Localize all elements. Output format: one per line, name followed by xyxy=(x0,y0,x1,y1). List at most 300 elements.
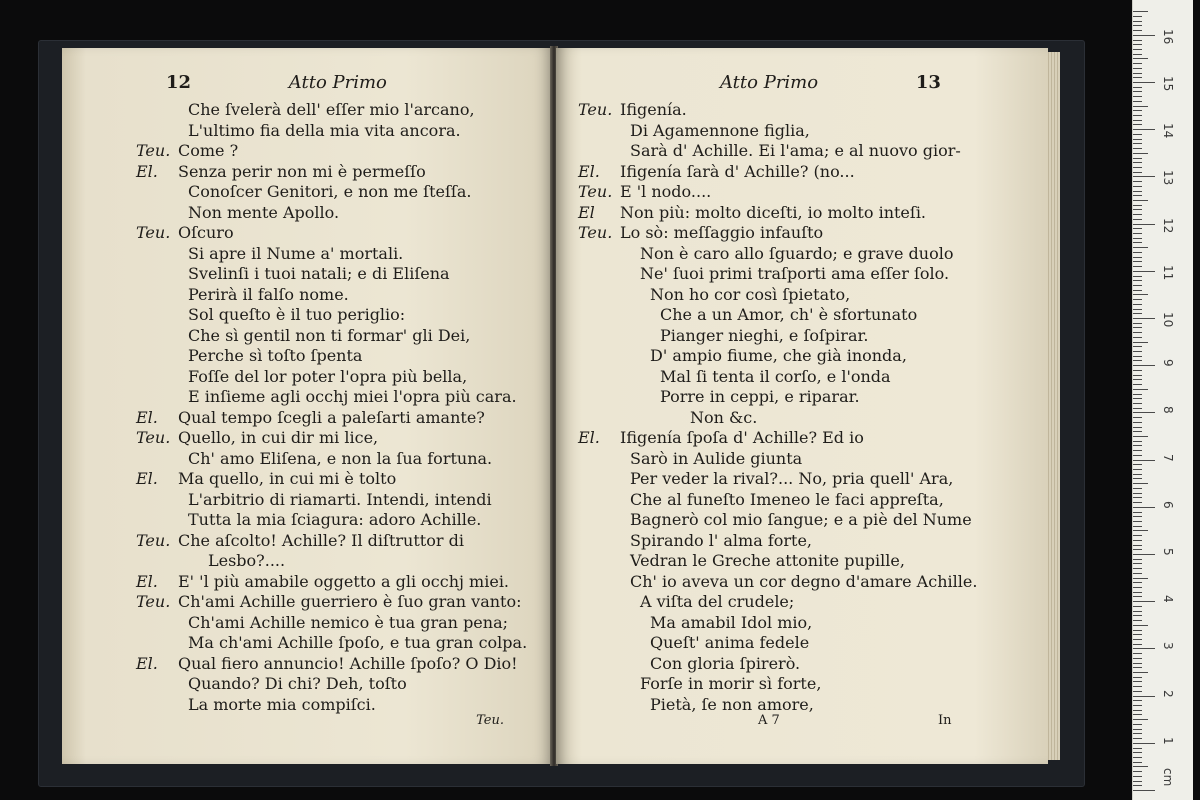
verse-text: Come ? xyxy=(178,141,239,160)
ruler-tick xyxy=(1133,781,1142,782)
ruler-tick xyxy=(1133,705,1142,706)
ruler-tick xyxy=(1133,620,1142,621)
verse-text: Sol queſto è il tuo periglio: xyxy=(188,305,406,324)
text-line xyxy=(578,531,977,552)
verse-text: L'ultimo fia della mia vita ancora. xyxy=(188,120,461,140)
speaker-label: El xyxy=(578,202,595,222)
text-line xyxy=(578,408,977,429)
ruler-tick xyxy=(1133,441,1142,442)
ruler-tick xyxy=(1133,445,1142,446)
text-line xyxy=(136,531,527,552)
verse-text: A viſta del crudele; xyxy=(640,592,795,611)
ruler-tick xyxy=(1133,181,1142,182)
ruler-label: 9 xyxy=(1161,359,1175,367)
ruler-tick xyxy=(1133,743,1155,744)
ruler-tick xyxy=(1133,700,1142,701)
ruler-tick xyxy=(1133,120,1142,121)
verse-text: Vedran le Greche attonite pupille, xyxy=(630,551,905,570)
ruler-tick xyxy=(1133,148,1142,149)
ruler-label: 8 xyxy=(1161,406,1175,415)
verse-text: Sarò in Aulide giunta xyxy=(630,448,803,468)
verse-text: Ifigenía ſarà d' Achille? (no... xyxy=(620,161,855,181)
ruler-tick xyxy=(1133,247,1148,248)
ruler-label: 11 xyxy=(1161,264,1175,281)
catchword: In xyxy=(938,713,952,728)
ruler-tick xyxy=(1133,242,1142,243)
ruler-label: 15 xyxy=(1161,76,1175,92)
ruler-tick xyxy=(1133,365,1155,366)
ruler-tick xyxy=(1133,389,1148,390)
verse-text: Quello, in cui dir mi lice, xyxy=(178,428,379,447)
verse-text: Tutta la mia ſciagura: adoro Achille. xyxy=(188,510,482,529)
ruler-tick xyxy=(1133,224,1155,225)
ruler-tick xyxy=(1133,450,1142,451)
ruler-label: 3 xyxy=(1161,642,1175,651)
ruler-tick xyxy=(1133,346,1142,347)
verse-text: L'arbitrio di riamarti. Intendi, intendi xyxy=(188,489,492,509)
ruler-tick xyxy=(1133,172,1142,173)
ruler-tick xyxy=(1133,309,1142,310)
verse-text: Non è caro allo ſguardo; e grave duolo xyxy=(640,243,954,263)
verse-text: Che sì gentil non ti formar' gli Dei, xyxy=(188,325,471,345)
ruler-tick xyxy=(1133,115,1142,116)
ruler-label: 4 xyxy=(1161,595,1175,603)
ruler-tick xyxy=(1133,530,1148,531)
text-line xyxy=(578,469,977,490)
ruler-tick xyxy=(1133,540,1142,541)
ruler-tick xyxy=(1133,516,1142,517)
text-line xyxy=(136,182,527,203)
ruler-tick xyxy=(1133,436,1148,437)
right-page xyxy=(556,48,1048,764)
ruler-label: 14 xyxy=(1161,123,1175,139)
ruler-tick xyxy=(1133,82,1155,83)
ruler-tick xyxy=(1133,630,1142,631)
ruler-tick xyxy=(1133,238,1142,239)
ruler-label: 5 xyxy=(1161,548,1175,556)
page-number: 12 xyxy=(166,72,192,93)
ruler-tick xyxy=(1133,729,1142,730)
verse-text: Pietà, ſe non amore, xyxy=(650,694,814,714)
ruler-tick xyxy=(1133,460,1155,461)
ruler-tick xyxy=(1133,431,1142,432)
text-line xyxy=(578,182,977,203)
ruler-tick xyxy=(1133,502,1142,503)
speaker-label: El. xyxy=(578,428,600,447)
ruler-tick xyxy=(1133,563,1142,564)
ruler-tick xyxy=(1133,143,1142,144)
ruler-tick xyxy=(1133,332,1142,333)
ruler-tick xyxy=(1133,91,1142,92)
ruler-tick xyxy=(1133,582,1142,583)
ruler-tick xyxy=(1133,16,1142,17)
ruler-tick xyxy=(1133,379,1142,380)
ruler-tick xyxy=(1133,535,1142,536)
ruler-tick xyxy=(1133,578,1148,579)
ruler-tick xyxy=(1133,205,1142,206)
verse-text: Ma amabil Idol mio, xyxy=(650,612,813,632)
text-line xyxy=(136,695,527,716)
ruler-tick xyxy=(1133,44,1142,45)
speaker-label: El. xyxy=(578,161,600,181)
ruler-tick xyxy=(1133,54,1142,55)
verse-text: Non più: molto diceſti, io molto inteſi. xyxy=(620,202,927,222)
ruler-tick xyxy=(1133,417,1142,418)
ruler-tick xyxy=(1133,167,1142,168)
ruler-tick xyxy=(1133,611,1142,612)
text-line xyxy=(578,572,977,593)
ruler-tick xyxy=(1133,233,1142,234)
text-line xyxy=(136,162,527,183)
ruler-tick xyxy=(1133,257,1142,258)
ruler-tick xyxy=(1133,394,1142,395)
speaker-label: El. xyxy=(136,407,158,427)
verse-text: Non mente Apollo. xyxy=(188,202,340,222)
verse-text: Qual fiero annuncio! Achille ſpoſo? O Dio! xyxy=(178,653,518,673)
verse-text: Ma quello, in cui mi è tolto xyxy=(178,469,397,488)
ruler-tick xyxy=(1133,455,1142,456)
text-line xyxy=(578,285,977,306)
verse-text: E inſieme agli occhj miei l'opra più cara. xyxy=(188,387,517,406)
speaker-label: Teu. xyxy=(578,100,613,119)
ruler-tick xyxy=(1133,748,1142,749)
ruler-tick xyxy=(1133,134,1142,135)
ruler-tick xyxy=(1133,587,1142,588)
ruler-tick xyxy=(1133,785,1142,786)
text-line xyxy=(136,387,527,408)
speaker-label: Teu. xyxy=(578,182,613,201)
ruler-tick xyxy=(1133,356,1142,357)
text-line xyxy=(578,613,977,634)
ruler-tick xyxy=(1133,342,1148,343)
ruler-tick xyxy=(1133,40,1142,41)
text-line xyxy=(578,305,977,326)
ruler-tick xyxy=(1133,408,1142,409)
text-line xyxy=(578,490,977,511)
text-line xyxy=(578,100,977,121)
text-line xyxy=(578,449,977,470)
ruler-tick xyxy=(1133,11,1148,12)
ruler-tick xyxy=(1133,176,1155,177)
ruler-tick xyxy=(1133,266,1142,267)
ruler-tick xyxy=(1133,73,1142,74)
ruler-tick xyxy=(1133,790,1155,791)
text-line xyxy=(136,367,527,388)
ruler-tick xyxy=(1133,469,1142,470)
verse-text: Mal ſi tenta il corſo, e l'onda xyxy=(660,366,891,386)
text-line xyxy=(578,695,977,716)
ruler-tick xyxy=(1133,766,1148,767)
text-line xyxy=(136,490,527,511)
verse-text: Bagnerò col mio ſangue; e a piè del Nume xyxy=(630,510,972,529)
ruler-tick xyxy=(1133,776,1142,777)
ruler-tick xyxy=(1133,195,1142,196)
verse-text: Perirà il falſo nome. xyxy=(188,284,349,304)
text-line xyxy=(136,326,527,347)
ruler-tick xyxy=(1133,370,1142,371)
ruler-tick xyxy=(1133,696,1155,697)
ruler-label: 6 xyxy=(1161,500,1175,509)
text-line xyxy=(136,244,527,265)
ruler-tick xyxy=(1133,68,1142,69)
ruler-tick xyxy=(1133,752,1142,753)
ruler-label: 7 xyxy=(1161,453,1175,462)
ruler-label: 16 xyxy=(1161,28,1175,45)
verse-text: La morte mia compiſci. xyxy=(188,694,376,714)
right-page-header xyxy=(720,72,941,93)
ruler-tick xyxy=(1133,106,1148,107)
ruler-tick xyxy=(1133,49,1142,50)
text-line xyxy=(136,121,527,142)
text-line xyxy=(136,510,527,531)
text-line xyxy=(136,551,527,572)
ruler-tick xyxy=(1133,493,1142,494)
ruler-tick xyxy=(1133,200,1148,201)
verse-text: Forſe in morir sì forte, xyxy=(640,674,822,693)
page-number: 13 xyxy=(915,72,941,93)
text-line xyxy=(578,244,977,265)
verse-text: Con gloria ſpirerò. xyxy=(650,653,801,673)
verse-text: Senza perir non mi è permeſſo xyxy=(178,161,426,181)
text-line xyxy=(578,326,977,347)
ruler-tick xyxy=(1133,719,1148,720)
text-line xyxy=(578,346,977,367)
ruler-tick xyxy=(1133,422,1142,423)
speaker-label: Teu. xyxy=(578,223,613,242)
ruler-tick xyxy=(1133,771,1142,772)
text-line xyxy=(136,100,527,121)
text-line xyxy=(578,367,977,388)
ruler-tick xyxy=(1133,474,1142,475)
text-line xyxy=(136,613,527,634)
verse-text: Ma ch'ami Achille ſpoſo, e tua gran colpa. xyxy=(188,633,528,652)
running-title: Atto Primo xyxy=(288,72,387,93)
ruler-tick xyxy=(1133,648,1155,649)
left-page xyxy=(62,48,552,764)
ruler-tick xyxy=(1133,25,1142,26)
verse-text: Di Agamennone figlia, xyxy=(630,120,810,140)
ruler-tick xyxy=(1133,153,1148,154)
ruler-tick xyxy=(1133,526,1142,527)
ruler-tick xyxy=(1133,554,1155,555)
verse-text: Che ſvelerà dell' eſſer mio l'arcano, xyxy=(188,100,475,119)
ruler-tick xyxy=(1133,280,1142,281)
ruler-tick xyxy=(1133,412,1155,413)
verse-text: Si apre il Nume a' mortali. xyxy=(188,243,404,263)
measuring-ruler xyxy=(1132,0,1193,800)
ruler-label: 12 xyxy=(1161,217,1175,233)
ruler-label: 1 xyxy=(1161,736,1175,745)
ruler-tick xyxy=(1133,559,1142,560)
text-line xyxy=(136,572,527,593)
ruler-tick xyxy=(1133,139,1142,140)
text-line xyxy=(578,223,977,244)
ruler-tick xyxy=(1133,615,1142,616)
ruler-label: 2 xyxy=(1161,689,1175,698)
ruler-tick xyxy=(1133,545,1142,546)
ruler-tick xyxy=(1133,488,1142,489)
verse-text: E 'l nodo.... xyxy=(620,182,712,201)
verse-text: Svelinſi i tuoi natali; e di Eliſena xyxy=(188,264,450,283)
ruler-tick xyxy=(1133,228,1142,229)
ruler-tick xyxy=(1133,681,1142,682)
ruler-tick xyxy=(1133,360,1142,361)
ruler-tick xyxy=(1133,398,1142,399)
verse-text: Lesbo?.... xyxy=(208,551,286,570)
ruler-tick xyxy=(1133,214,1142,215)
ruler-tick xyxy=(1133,209,1142,210)
verse-text: Che a un Amor, ch' è sfortunato xyxy=(660,305,918,324)
ruler-tick xyxy=(1133,762,1142,763)
verse-text: Conoſcer Genitori, e non me ſteſſa. xyxy=(188,182,472,201)
speaker-label: El. xyxy=(136,571,158,591)
ruler-tick xyxy=(1133,691,1142,692)
ruler-tick xyxy=(1133,483,1148,484)
ruler-label: 13 xyxy=(1161,170,1175,186)
verse-text: Non ho cor così ſpietato, xyxy=(650,284,851,304)
ruler-tick xyxy=(1133,478,1142,479)
text-line xyxy=(578,654,977,675)
ruler-tick xyxy=(1133,271,1155,272)
ruler-tick xyxy=(1133,639,1142,640)
ruler-tick xyxy=(1133,606,1142,607)
text-line xyxy=(136,305,527,326)
text-line xyxy=(578,510,977,531)
text-line xyxy=(578,387,977,408)
ruler-tick xyxy=(1133,625,1148,626)
ruler-tick xyxy=(1133,77,1142,78)
verse-text: Foſſe del lor poter l'opra più bella, xyxy=(188,366,468,386)
speaker-label: Teu. xyxy=(136,530,171,550)
text-line xyxy=(136,654,527,675)
ruler-tick xyxy=(1133,186,1142,187)
text-line xyxy=(578,141,977,162)
ruler-tick xyxy=(1133,290,1142,291)
ruler-tick xyxy=(1133,653,1142,654)
ruler-tick xyxy=(1133,276,1142,277)
ruler-tick xyxy=(1133,677,1142,678)
running-title: Atto Primo xyxy=(720,72,819,93)
text-line xyxy=(136,203,527,224)
verse-text: Ne' ſuoi primi traſporti ama eſſer ſolo. xyxy=(640,264,950,283)
verse-text: Spirando l' alma forte, xyxy=(630,530,813,550)
ruler-tick xyxy=(1133,512,1142,513)
ruler-tick xyxy=(1133,663,1142,664)
text-block xyxy=(578,100,977,715)
ruler-tick xyxy=(1133,714,1142,715)
verse-text: Non &c. xyxy=(690,407,758,427)
verse-text: Lo sò: meſſaggio infauſto xyxy=(620,223,824,242)
ruler-tick xyxy=(1133,327,1142,328)
text-line xyxy=(136,674,527,695)
verse-text: Perche sì toſto ſpenta xyxy=(188,346,363,365)
speaker-label: Teu. xyxy=(136,223,171,242)
speaker-label: El. xyxy=(136,653,158,673)
text-line xyxy=(136,408,527,429)
ruler-tick xyxy=(1133,58,1148,59)
ruler-tick xyxy=(1133,384,1142,385)
ruler-tick xyxy=(1133,304,1142,305)
text-line xyxy=(136,285,527,306)
text-line xyxy=(578,203,977,224)
text-line xyxy=(578,162,977,183)
ruler-tick xyxy=(1133,351,1142,352)
text-line xyxy=(136,449,527,470)
ruler-tick xyxy=(1133,549,1142,550)
ruler-tick xyxy=(1133,658,1142,659)
ruler-tick xyxy=(1133,124,1142,125)
ruler-label: cm xyxy=(1161,768,1175,787)
ruler-tick xyxy=(1133,337,1142,338)
ruler-tick xyxy=(1133,568,1142,569)
ruler-label: 10 xyxy=(1161,312,1175,328)
ruler-tick xyxy=(1133,464,1142,465)
text-line xyxy=(136,346,527,367)
ruler-tick xyxy=(1133,672,1148,673)
ruler-tick xyxy=(1133,313,1142,314)
speaker-label: Teu. xyxy=(136,592,171,611)
ruler-tick xyxy=(1133,375,1142,376)
ruler-tick xyxy=(1133,403,1142,404)
text-block xyxy=(136,100,527,715)
speaker-label: El. xyxy=(136,161,158,181)
text-line xyxy=(136,633,527,654)
text-line xyxy=(136,264,527,285)
ruler-tick xyxy=(1133,592,1142,593)
verse-text: Sarà d' Achille. Ei l'ama; e al nuovo gior- xyxy=(630,141,961,160)
ruler-tick xyxy=(1133,601,1155,602)
verse-text: Pianger nieghi, e ſoſpirar. xyxy=(660,325,869,345)
signature-mark: A 7 xyxy=(758,713,780,728)
verse-text: D' ampio fiume, che già inonda, xyxy=(650,346,907,365)
verse-text: Qual tempo ſcegli a paleſarti amante? xyxy=(178,407,485,427)
ruler-tick xyxy=(1133,573,1142,574)
ruler-tick xyxy=(1133,158,1142,159)
left-page-header xyxy=(166,72,387,93)
ruler-tick xyxy=(1133,299,1142,300)
ruler-tick xyxy=(1133,35,1155,36)
verse-text: Quando? Di chi? Deh, toſto xyxy=(188,674,407,693)
ruler-tick xyxy=(1133,427,1142,428)
verse-text: Che aſcolto! Achille? Il diſtruttor di xyxy=(178,530,464,550)
ruler-tick xyxy=(1133,96,1142,97)
verse-text: Ch' io aveva un cor degno d'amare Achille. xyxy=(630,571,978,591)
ruler-tick xyxy=(1133,63,1142,64)
ruler-tick xyxy=(1133,733,1142,734)
verse-text: Ch'ami Achille guerriero è ſuo gran vanto: xyxy=(178,592,522,611)
speaker-label: Teu. xyxy=(136,428,171,447)
text-line xyxy=(136,469,527,490)
ruler-tick xyxy=(1133,323,1142,324)
catchword: Teu. xyxy=(476,713,504,728)
text-line xyxy=(136,223,527,244)
ruler-tick xyxy=(1133,261,1142,262)
ruler-tick xyxy=(1133,129,1155,130)
verse-text: Che al funeſto Imeneo le faci appreſta, xyxy=(630,489,944,509)
ruler-tick xyxy=(1133,101,1142,102)
text-line xyxy=(136,141,527,162)
verse-text: Queſt' anima fedele xyxy=(650,633,810,652)
ruler-tick xyxy=(1133,710,1142,711)
text-line xyxy=(578,428,977,449)
text-line xyxy=(578,121,977,142)
ruler-tick xyxy=(1133,30,1142,31)
ruler-tick xyxy=(1133,497,1142,498)
ruler-tick xyxy=(1133,191,1142,192)
ruler-tick xyxy=(1133,686,1142,687)
ruler-tick xyxy=(1133,596,1142,597)
verse-text: Ch' amo Eliſena, e non la ſua fortuna. xyxy=(188,448,493,468)
